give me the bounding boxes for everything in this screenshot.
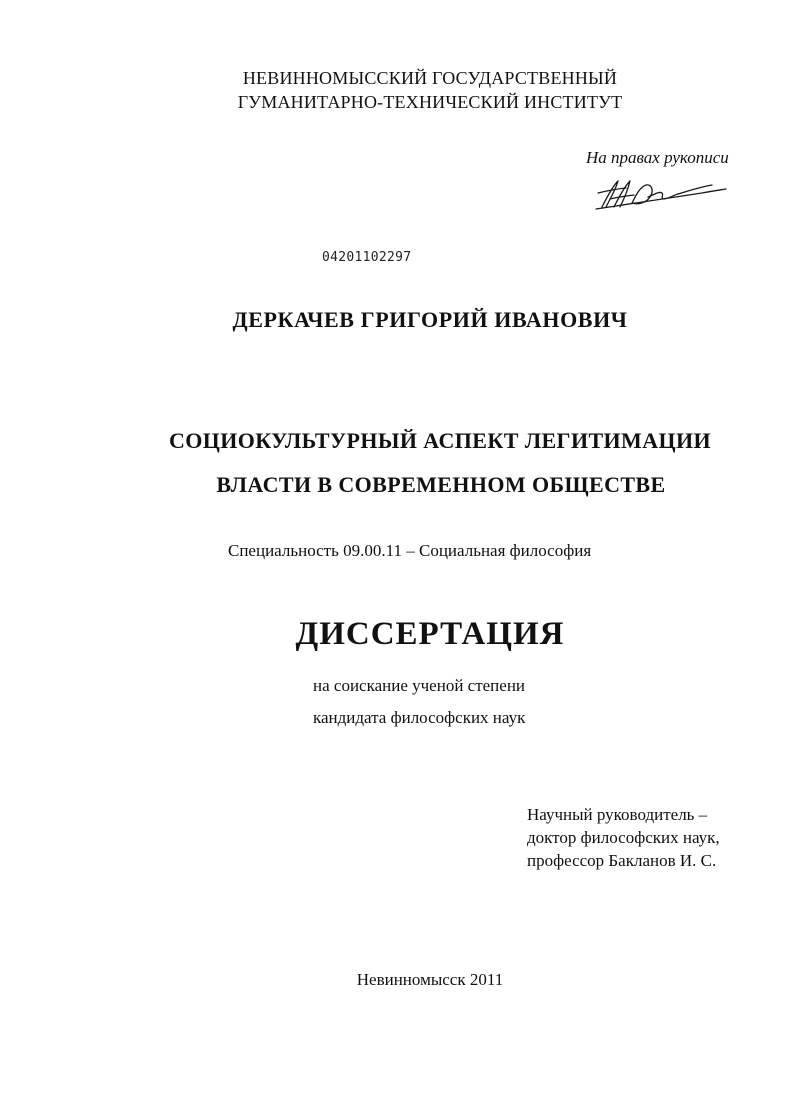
document-number: 04201102297 — [322, 250, 412, 265]
supervisor-line-1: Научный руководитель – — [527, 805, 708, 824]
supervisor-line-2: доктор философских наук, — [527, 828, 720, 847]
supervisor-block — [527, 803, 720, 872]
degree-line-1: на соискание ученой степени — [313, 676, 526, 695]
supervisor-line-3: профессор Бакланов И. С. — [527, 851, 717, 870]
thesis-title-line-2: ВЛАСТИ В СОВРЕМЕННОМ ОБЩЕСТВЕ — [216, 472, 666, 497]
degree-line-2: кандидата философских наук — [313, 708, 526, 727]
city-year: Невинномысск 2011 — [356, 970, 504, 989]
signature-icon — [592, 173, 732, 215]
specialty: Специальность 09.00.11 – Социальная философия — [228, 541, 592, 560]
document-type-heading: ДИССЕРТАЦИЯ — [295, 616, 565, 652]
thesis-title-line-1: СОЦИОКУЛЬТУРНЫЙ АСПЕКТ ЛЕГИТИМАЦИИ — [168, 428, 712, 453]
institute-line-2: ГУМАНИТАРНО-ТЕХНИЧЕСКИЙ ИНСТИТУТ — [237, 92, 623, 112]
institute-name — [0, 66, 796, 114]
author-name: ДЕРКАЧЕВ ГРИГОРИЙ ИВАНОВИЧ — [232, 307, 628, 332]
institute-line-1: НЕВИННОМЫССКИЙ ГОСУДАРСТВЕННЫЙ — [242, 68, 618, 88]
manuscript-note: На правах рукописи — [586, 148, 729, 167]
